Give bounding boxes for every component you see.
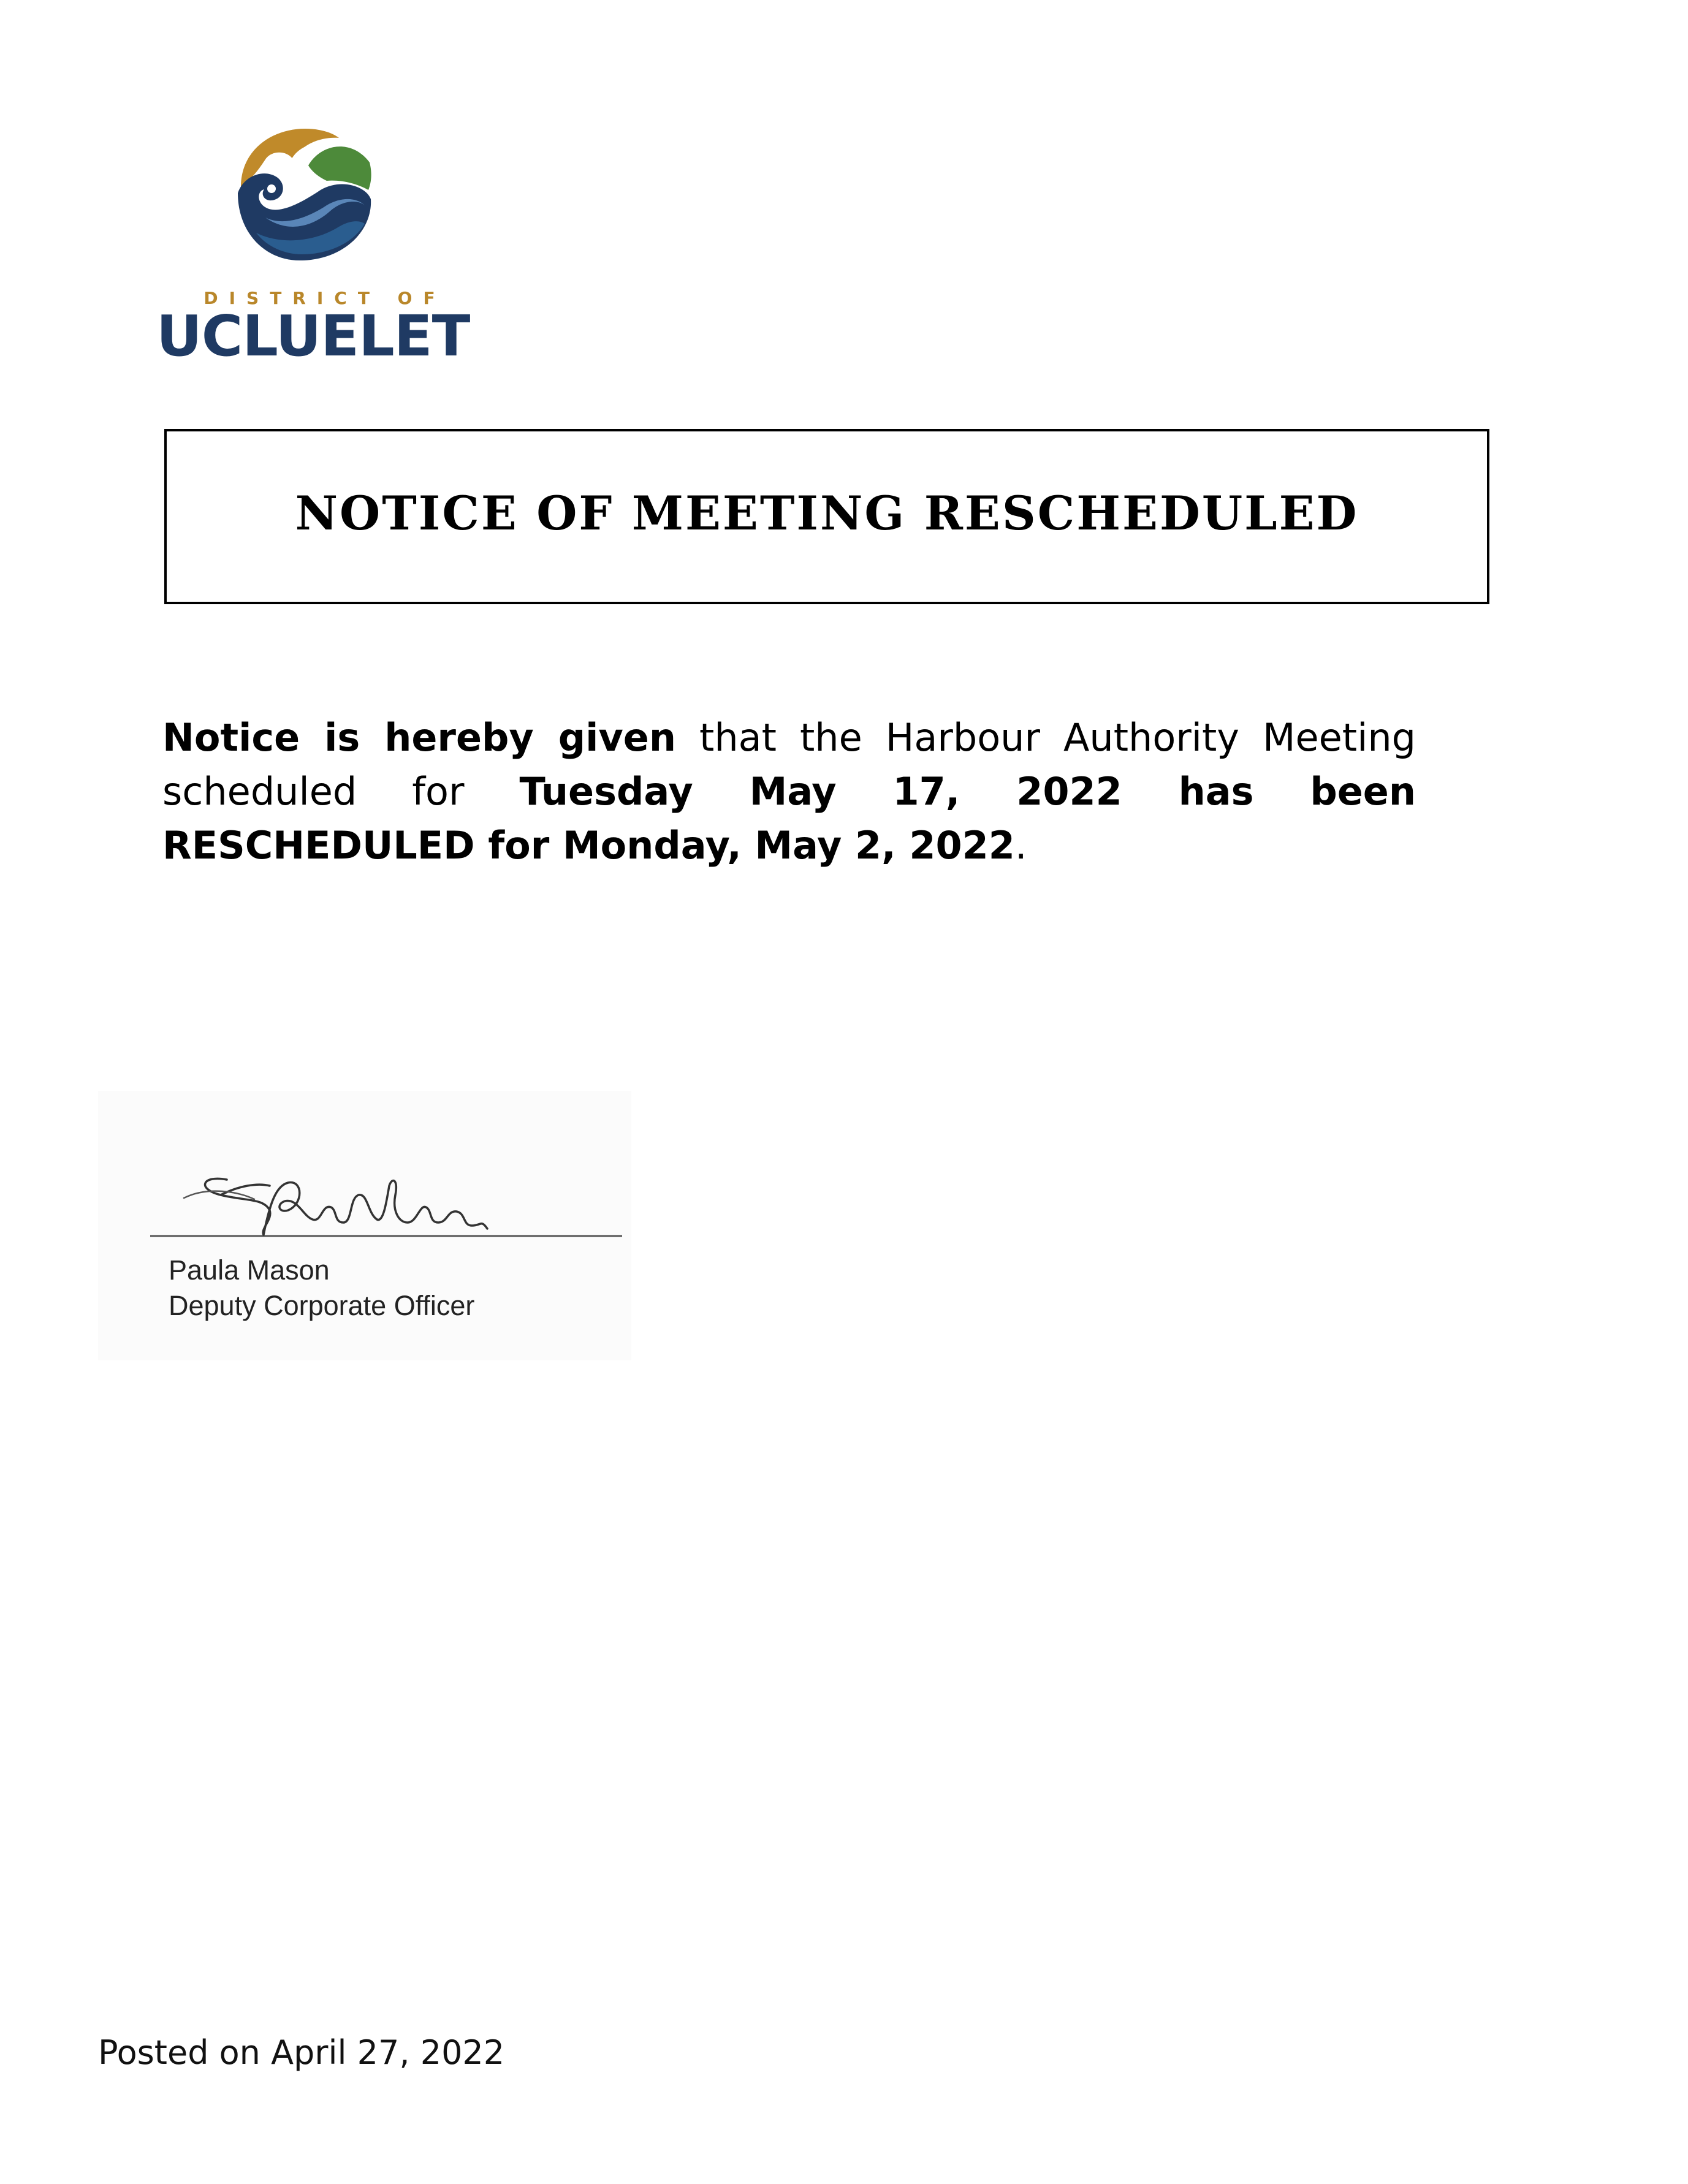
notice-paragraph — [162, 711, 1416, 873]
district-logo — [156, 126, 475, 371]
logo-name: UCLUELET — [156, 303, 470, 369]
notice-lead: Notice is hereby given — [162, 715, 676, 760]
logo-district-line: DISTRICT OF — [203, 288, 446, 308]
signer-name: Paula Mason — [169, 1254, 330, 1286]
notice-dates: Tuesday May 17, 2022 has been RESCHEDULED for Monday, May 2, 2022 — [162, 769, 1416, 868]
page-title: NOTICE OF MEETING RESCHEDULED — [295, 485, 1359, 540]
handwritten-signature — [147, 1161, 625, 1247]
posted-date: Posted on April 27, 2022 — [98, 2033, 505, 2072]
signature-block — [98, 1091, 631, 1360]
district-of-ucluelet-emblem-icon — [229, 126, 376, 264]
notice-end: . — [1014, 823, 1027, 868]
notice-text: that the Harbour Authority Meeting scheduled for — [162, 715, 1416, 814]
title-box — [164, 429, 1489, 604]
signer-title: Deputy Corporate Officer — [169, 1290, 475, 1321]
